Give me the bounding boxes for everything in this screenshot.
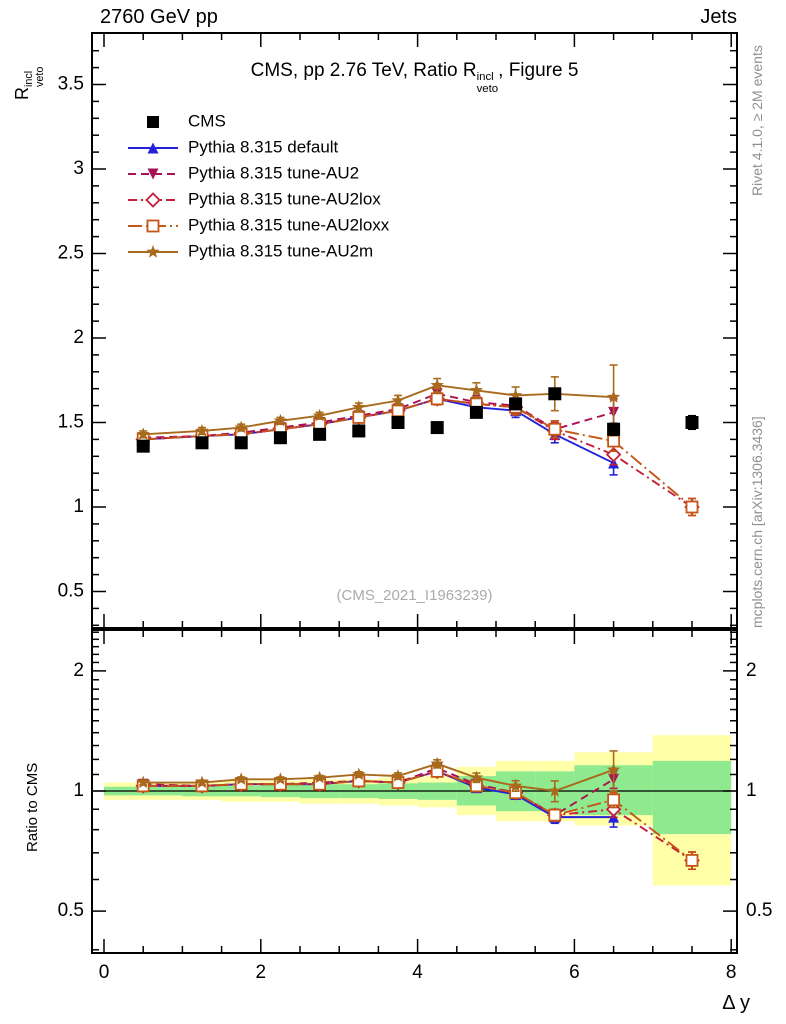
svg-text:3.5: 3.5 (57, 73, 84, 95)
legend-label-2: Pythia 8.315 tune-AU2 (188, 163, 360, 183)
legend-item-5 (128, 241, 373, 260)
svg-text:2: 2 (746, 659, 757, 681)
plot-title-sup: incl (476, 70, 494, 83)
svg-text:3: 3 (73, 158, 84, 180)
main-y-axis-title (12, 67, 46, 100)
legend-label-3: Pythia 8.315 tune-AU2lox (188, 189, 381, 209)
x-axis-title: Δ y (722, 992, 750, 1014)
svg-text:1.5: 1.5 (57, 411, 84, 433)
svg-text:2: 2 (73, 327, 84, 349)
legend-item-2 (128, 163, 359, 182)
svg-text:0.5: 0.5 (746, 900, 773, 922)
rivet-version-note: Rivet 4.1.0, ≥ 2M events (749, 45, 765, 196)
svg-text:1: 1 (746, 780, 757, 802)
series-pythia-8-315-tune-au2m-main (137, 365, 621, 440)
legend (128, 111, 390, 260)
svg-text:0.5: 0.5 (57, 900, 84, 922)
main-y-axis-title-sub: veto (34, 66, 47, 87)
legend-label-1: Pythia 8.315 default (188, 137, 339, 157)
ratio-y-axis-title: Ratio to CMS (24, 762, 41, 852)
analysis-id-watermark: (CMS_2021_I1963239) (336, 587, 493, 604)
mcplots-arxiv-note: mcplots.cern.ch [arXiv:1306.3436] (749, 416, 765, 628)
svg-text:1: 1 (73, 496, 84, 518)
legend-label-4: Pythia 8.315 tune-AU2loxx (188, 215, 390, 235)
legend-item-1 (128, 137, 339, 156)
plot-title (92, 60, 737, 96)
legend-label-0: CMS (188, 111, 226, 131)
legend-item-4 (128, 215, 390, 234)
svg-text:8: 8 (725, 962, 737, 984)
header-beam-label: 2760 GeV pp (100, 6, 218, 28)
main-y-axis-title-base: R (12, 87, 32, 100)
legend-item-0 (147, 111, 226, 130)
plot-title-supsub (477, 72, 499, 96)
svg-text:4: 4 (412, 962, 423, 984)
svg-text:2: 2 (73, 659, 84, 681)
plot-title-suffix: , Figure 5 (498, 60, 579, 81)
svg-text:2: 2 (255, 962, 267, 984)
ratio-uncertainty-bands (92, 735, 737, 885)
svg-text:6: 6 (569, 962, 580, 984)
plot-title-prefix: CMS, pp 2.76 TeV, Ratio R (250, 60, 477, 81)
legend-label-5: Pythia 8.315 tune-AU2m (188, 241, 374, 261)
series-pythia-8-315-default-main (138, 393, 619, 475)
svg-text:0: 0 (98, 962, 110, 984)
main-y-axis-title-supsub (24, 67, 47, 87)
header-analysis-label: Jets (700, 6, 737, 28)
svg-text:0.5: 0.5 (57, 580, 84, 602)
plot-title-sub: veto (476, 82, 499, 95)
svg-text:1: 1 (73, 780, 84, 802)
main-y-axis-title-sup: incl (22, 70, 35, 87)
svg-text:2.5: 2.5 (57, 242, 84, 264)
legend-item-3 (128, 189, 381, 208)
